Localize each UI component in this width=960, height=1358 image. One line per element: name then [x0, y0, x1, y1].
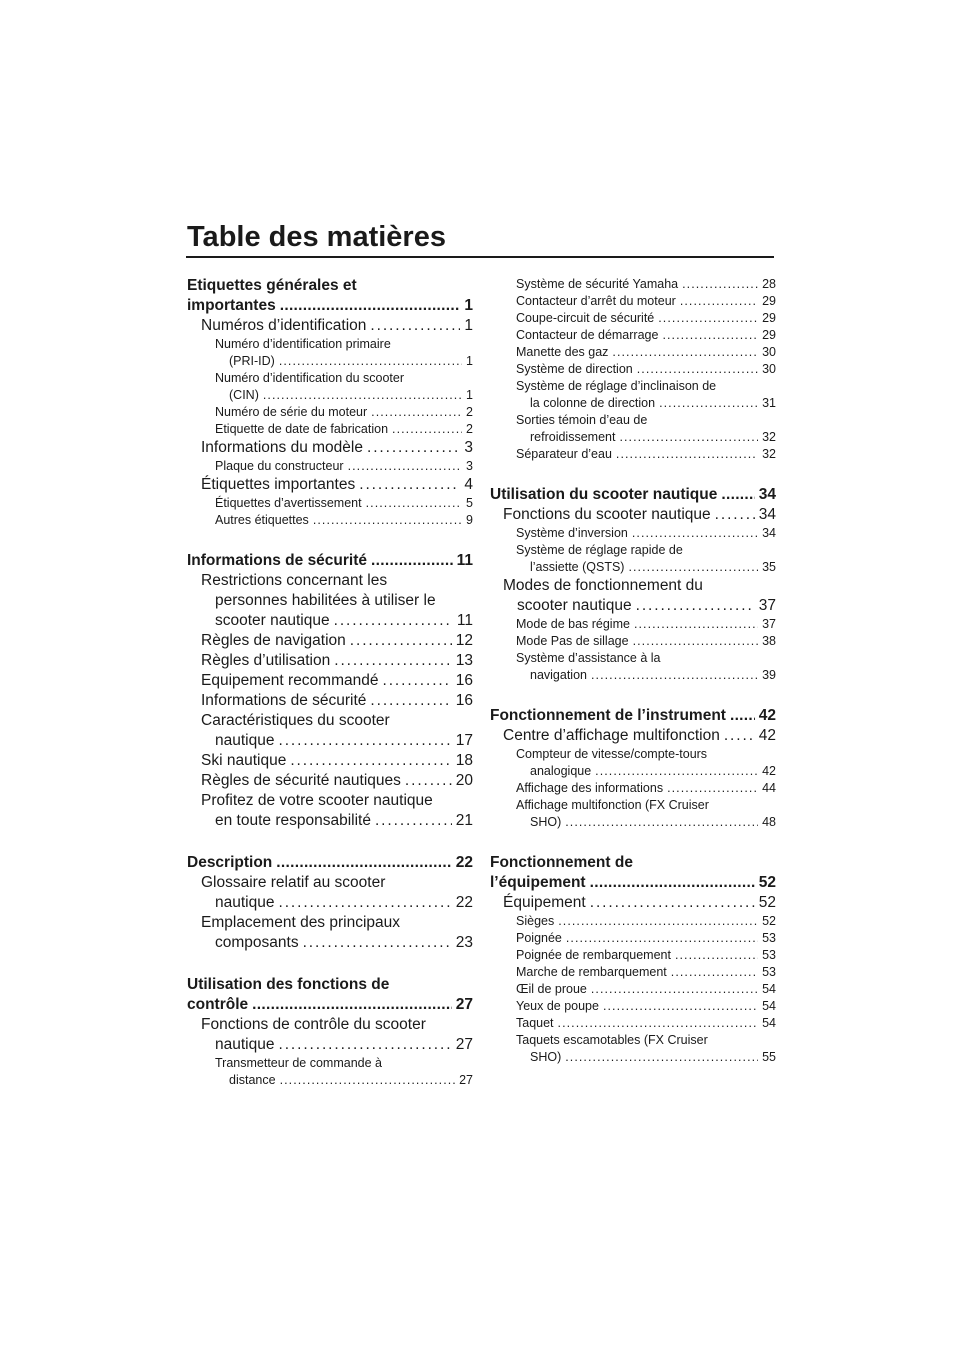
toc-entry-l3[interactable]: Sièges . . . 52	[490, 913, 776, 930]
toc-entry-l2[interactable]: Centre d’affichage multifonction . . . 42	[490, 726, 776, 746]
toc-entry-l3[interactable]: Contacteur d’arrêt du moteur . . . 29	[490, 293, 776, 310]
toc-entry-l3[interactable]: Système d’inversion . . . 34	[490, 525, 776, 542]
toc-entry-l3[interactable]: Coupe-circuit de sécurité . . . 29	[490, 310, 776, 327]
toc-entry-l2[interactable]: Règles d’utilisation . . . 13	[187, 651, 473, 671]
toc-entry-l3[interactable]: Mode Pas de sillage . . . 38	[490, 633, 776, 650]
toc-entry-l1[interactable]	[187, 276, 473, 316]
toc-entry-l2[interactable]: Profitez de votre scooter nautique en toute responsabilité . . . 21	[187, 791, 473, 831]
toc-entry-page: 1	[464, 297, 473, 314]
toc-entry-l2[interactable]: Caractéristiques du scooter nautique . . . 17	[187, 711, 473, 751]
toc-entry-l2[interactable]: Glossaire relatif au scooter nautique . . . 22	[187, 873, 473, 913]
toc-entry-l3[interactable]: Mode de bas régime . . . 37	[490, 616, 776, 633]
toc-entry-l2[interactable]: Règles de navigation . . . 12	[187, 631, 473, 651]
toc-entry-l3[interactable]: Yeux de poupe . . . 54	[490, 998, 776, 1015]
toc-entry-l3[interactable]: Numéro d’identification primaire (PRI-ID) . . . 1	[187, 336, 473, 370]
toc-entry-l2[interactable]: Règles de sécurité nautiques . . . 20	[187, 771, 473, 791]
title-rule	[186, 256, 774, 258]
toc-entry-l2[interactable]: Modes de fonctionnement du scooter nautique . . . 37	[490, 576, 776, 616]
toc-entry-l3[interactable]: Manette des gaz . . . 30	[490, 344, 776, 361]
toc-entry-pre: Etiquettes générales et	[187, 277, 357, 294]
toc-entry-l2[interactable]: Numéros d’identification . . . 1	[187, 316, 473, 336]
toc-column-left	[187, 276, 473, 1089]
toc-entry-l3[interactable]: Étiquettes d’avertissement . . . 5	[187, 495, 473, 512]
toc-entry-l2[interactable]: Équipement . . . 52	[490, 893, 776, 913]
toc-entry-l1[interactable]: Description . . . 22	[187, 853, 473, 873]
toc-entry-l3[interactable]: Système de sécurité Yamaha . . . 28	[490, 276, 776, 293]
toc-column-right	[490, 276, 776, 1066]
toc-entry-l2[interactable]: Restrictions concernant les personnes habilitées à utiliser le scooter nautique . . . 11	[187, 571, 473, 631]
toc-entry-l2[interactable]: Equipement recommandé . . . 16	[187, 671, 473, 691]
toc-entry-l3[interactable]: Marche de rembarquement . . . 53	[490, 964, 776, 981]
toc-entry-l3[interactable]: Système d’assistance à la navigation . . . 39	[490, 650, 776, 684]
toc-entry-l3[interactable]: Taquet . . . 54	[490, 1015, 776, 1032]
toc-entry-l3[interactable]: Autres étiquettes . . . 9	[187, 512, 473, 529]
page-title: Table des matières	[187, 221, 446, 253]
toc-entry-l2[interactable]: Fonctions de contrôle du scooter nautique . . . 27	[187, 1015, 473, 1055]
toc-entry-l3[interactable]: Transmetteur de commande à distance . . . 27	[187, 1055, 473, 1089]
toc-entry-l3[interactable]: Système de réglage d’inclinaison de la colonne de direction . . . 31	[490, 378, 776, 412]
toc-entry-l3[interactable]: Affichage des informations . . . 44	[490, 780, 776, 797]
toc-entry-label: importantes	[187, 297, 276, 314]
toc-entry-l3[interactable]: Séparateur d’eau . . . 32	[490, 446, 776, 463]
toc-entry-l2[interactable]: Ski nautique . . . 18	[187, 751, 473, 771]
toc-entry-l2[interactable]: Étiquettes importantes . . . 4	[187, 475, 473, 495]
toc-entry-l1[interactable]: Utilisation des fonctions de contrôle . . . 27	[187, 975, 473, 1015]
toc-entry-l3[interactable]: Contacteur de démarrage . . . 29	[490, 327, 776, 344]
toc-entry-l3[interactable]: Système de direction . . . 30	[490, 361, 776, 378]
toc-entry-l3[interactable]: Sorties témoin d’eau de refroidissement . . . 32	[490, 412, 776, 446]
toc-entry-l3[interactable]: Système de réglage rapide de l’assiette (QSTS) . . . 35	[490, 542, 776, 576]
toc-entry-l3[interactable]: Etiquette de date de fabrication . . . 2	[187, 421, 473, 438]
toc-entry-l1[interactable]: Informations de sécurité . . . 11	[187, 551, 473, 571]
toc-entry-l1[interactable]: Utilisation du scooter nautique . . . 34	[490, 485, 776, 505]
toc-entry-l3[interactable]: Affichage multifonction (FX Cruiser SHO) . . . 48	[490, 797, 776, 831]
toc-entry-l1[interactable]: Fonctionnement de l’équipement . . . 52	[490, 853, 776, 893]
toc-entry-l3[interactable]: Poignée de rembarquement . . . 53	[490, 947, 776, 964]
toc-entry-l3[interactable]: Numéro de série du moteur . . . 2	[187, 404, 473, 421]
toc-entry-l2[interactable]: Emplacement des principaux composants . . . 23	[187, 913, 473, 953]
toc-entry-l3[interactable]: Poignée . . . 53	[490, 930, 776, 947]
toc-entry-l3[interactable]: Taquets escamotables (FX Cruiser SHO) . . . 55	[490, 1032, 776, 1066]
toc-entry-l3[interactable]: Plaque du constructeur . . . 3	[187, 458, 473, 475]
toc-entry-l3[interactable]: Numéro d’identification du scooter (CIN) . . . 1	[187, 370, 473, 404]
toc-entry-l3[interactable]: Œil de proue . . . 54	[490, 981, 776, 998]
toc-entry-l2[interactable]: Informations de sécurité . . . 16	[187, 691, 473, 711]
toc-entry-l2[interactable]: Fonctions du scooter nautique . . . 34	[490, 505, 776, 525]
toc-entry-l2[interactable]: Informations du modèle . . . 3	[187, 438, 473, 458]
toc-entry-l1[interactable]: Fonctionnement de l’instrument . . . 42	[490, 706, 776, 726]
toc-entry-l3[interactable]: Compteur de vitesse/compte-tours analogique . . . 42	[490, 746, 776, 780]
